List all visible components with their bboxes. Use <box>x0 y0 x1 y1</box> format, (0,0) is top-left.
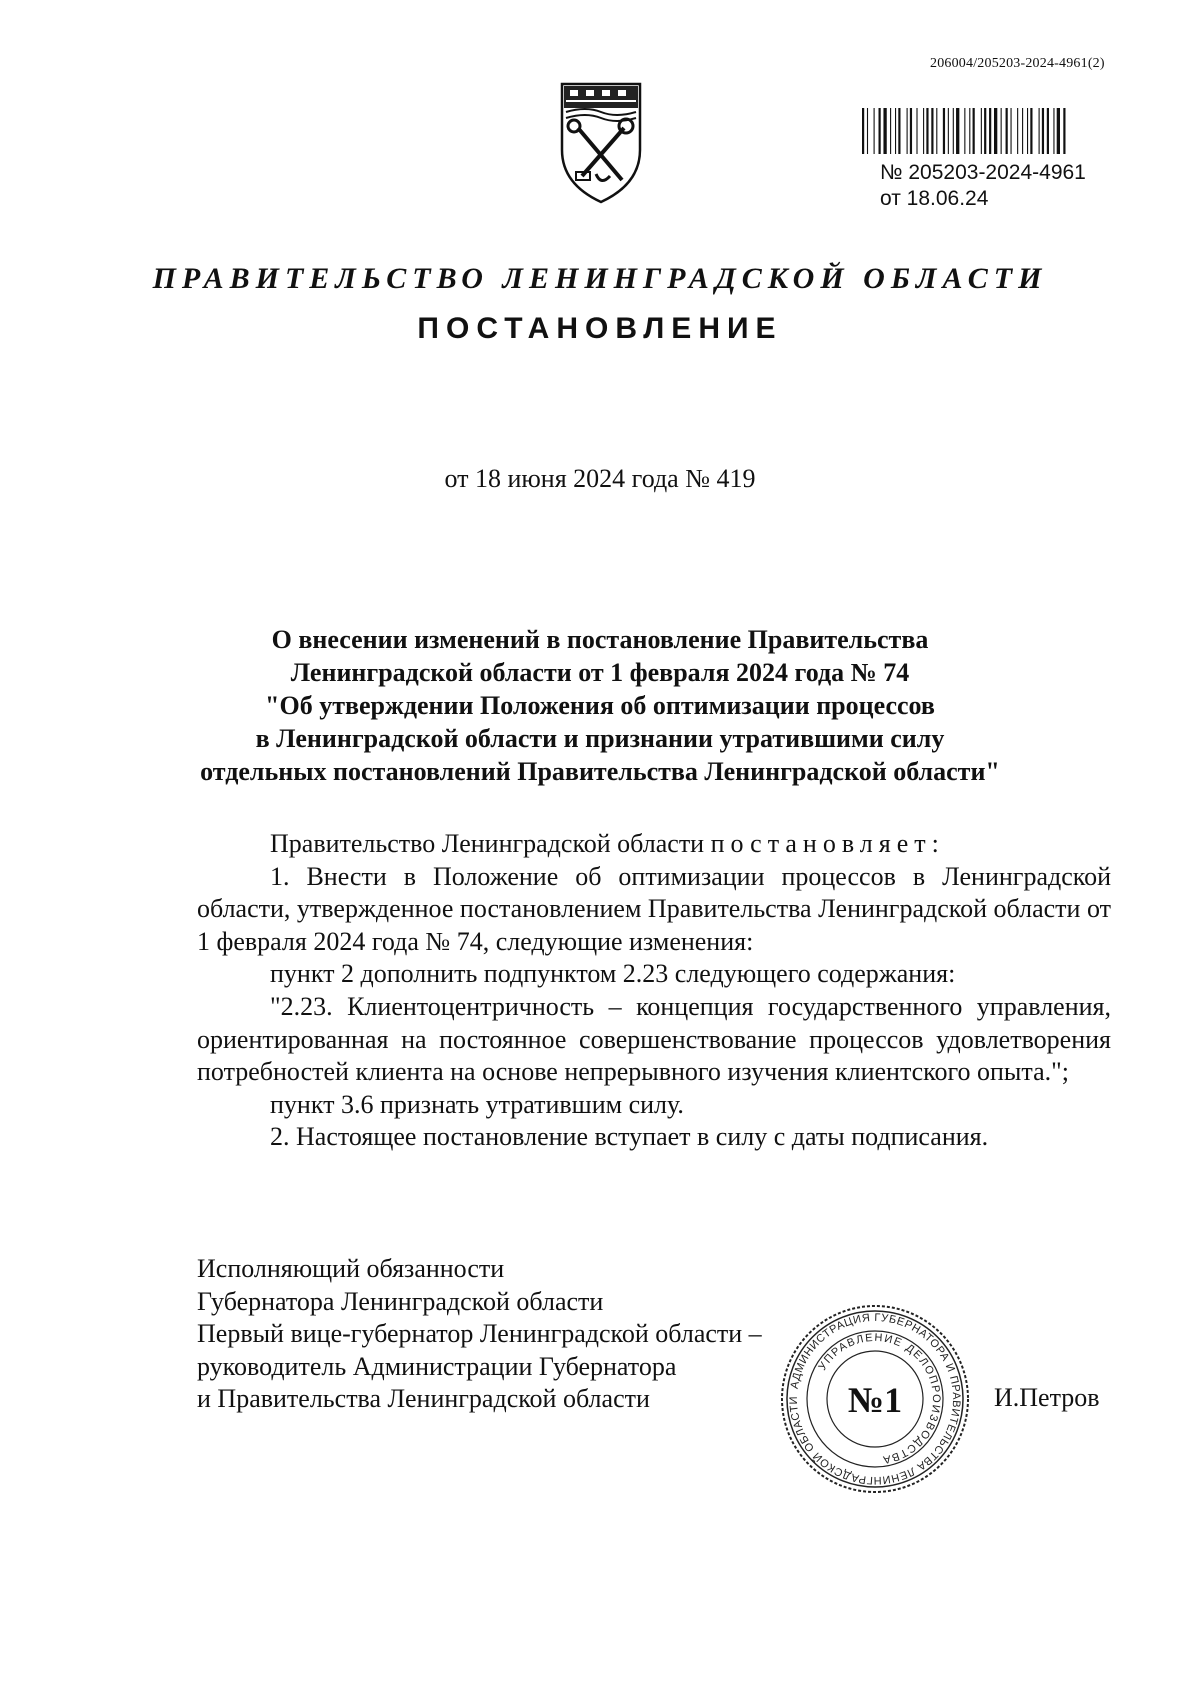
barcode-icon <box>862 108 1118 154</box>
document-code: 206004/205203-2024-4961(2) <box>930 56 1105 71</box>
signatory-line: Первый вице-губернатор Ленинградской области – <box>197 1319 762 1349</box>
stamp-number: №1 <box>847 1380 903 1420</box>
official-stamp <box>778 1302 972 1496</box>
item-1-amendment-b: пункт 3.6 признать утратившим силу. <box>270 1089 684 1119</box>
registration-date: от 18.06.24 <box>880 187 989 210</box>
registration-number: № 205203-2024-4961 <box>880 161 1086 184</box>
signatory-line: и Правительства Ленинградской области <box>197 1384 650 1414</box>
preamble <box>197 828 1111 861</box>
document-type: ПОСТАНОВЛЕНИЕ <box>417 312 783 345</box>
stamp-ring-text: АДМИНИСТРАЦИЯ ГУБЕРНАТОРА И ПРАВИТЕЛЬСТВА ЛЕНИНГРАДСКОЙ ОБЛАСТИ <box>787 1311 963 1487</box>
subject-line: отдельных постановлений Правительства Ленинградской области" <box>200 757 1000 786</box>
subject-line: Ленинградской области от 1 февраля 2024 года № 74 <box>290 658 910 687</box>
signatory-line: Губернатора Ленинградской области <box>197 1286 604 1316</box>
stamp-inner-text: УПРАВЛЕНИЕ ДЕЛОПРОИЗВОДСТВА <box>816 1331 943 1466</box>
government-title: ПРАВИТЕЛЬСТВО ЛЕНИНГРАДСКОЙ ОБЛАСТИ <box>152 262 1048 295</box>
leningrad-oblast-coat-of-arms-icon <box>556 76 646 206</box>
signatory-line: Исполняющий обязанности <box>197 1254 505 1283</box>
subject-line: в Ленинградской области и признании утратившими силу <box>255 724 945 753</box>
item-1-amendment-a: пункт 2 дополнить подпунктом 2.23 следующего содержания: <box>270 959 956 989</box>
subject-line: "Об утверждении Положения об оптимизации процессов <box>265 691 935 720</box>
signatory-name: И.Петров <box>994 1383 1100 1412</box>
document-subject <box>180 623 1020 788</box>
signatory-position <box>197 1253 762 1416</box>
item-2: 2. Настоящее постановление вступает в силу с даты подписания. <box>270 1122 989 1152</box>
preamble-verb: постановляет: <box>710 829 945 858</box>
preamble-lead: Правительство Ленинградской области <box>270 829 711 858</box>
subject-line: О внесении изменений в постановление Правительства <box>271 625 929 654</box>
item-1: 1. Внести в Положение об оптимизации процессов в Ленинградской области, утвержденное постановлением Правительства Ленинградской области от 1 февраля 2024 года № 74, следующие изменения: <box>197 861 1111 956</box>
document-body <box>197 828 1111 1154</box>
signatory-line: руководитель Администрации Губернатора <box>197 1351 677 1381</box>
item-1-quote: "2.23. Клиентоцентричность – концепция государственного управления, ориентированная на постоянное совершенствование процессов удовлетворения потребностей клиента на основе непрерывного изучения клиентского опыта."; <box>197 991 1111 1087</box>
document-date-number: от 18 июня 2024 года № 419 <box>444 464 756 493</box>
